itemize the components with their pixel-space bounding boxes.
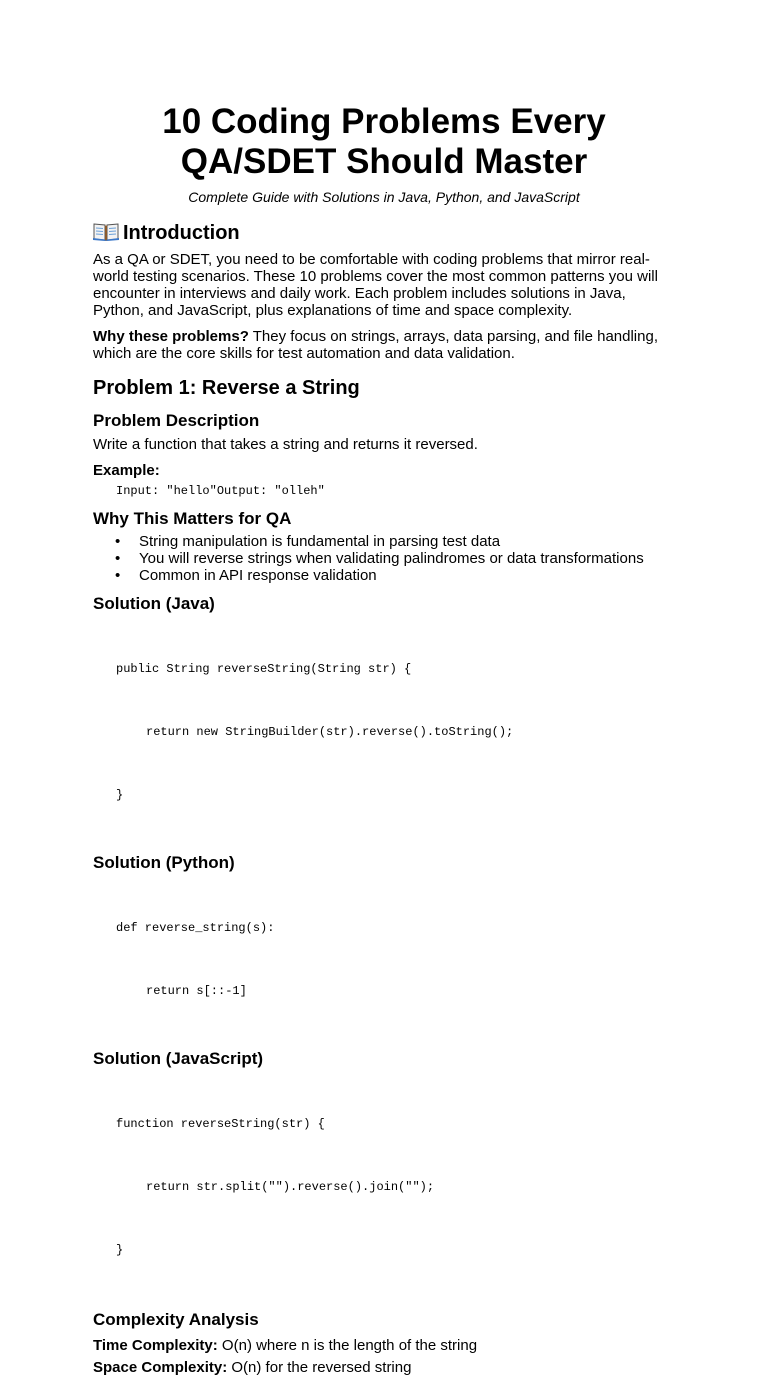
space-complexity — [93, 1357, 675, 1379]
why-these-problems-text: They focus on strings, arrays, data parsing, and file handling, which are the core skills for test automation and data validation. — [93, 328, 658, 362]
introduction-heading-text: Introduction — [123, 222, 240, 244]
problem-description-text: Write a function that takes a string and returns it reversed. — [93, 436, 478, 453]
list-item: • You will reverse strings when validating palindromes or data transformations — [139, 550, 675, 567]
python-code-block — [116, 876, 675, 1044]
space-complexity-label: Space Complexity: — [93, 1359, 228, 1376]
complexity-heading: Complexity Analysis — [93, 1310, 259, 1329]
code-line: } — [116, 1243, 124, 1257]
java-code-block — [116, 617, 675, 848]
why-these-problems-label: Why these problems? — [93, 328, 249, 345]
why-these-problems-paragraph — [93, 328, 675, 362]
why-matters-heading: Why This Matters for QA — [93, 509, 292, 528]
code-line: function reverseString(str) { — [116, 1117, 325, 1131]
document-title — [93, 0, 675, 182]
introduction-paragraph: As a QA or SDET, you need to be comfortable with coding problems that mirror real-world testing scenarios. These 10 problems cover the most common patterns you will encounter in interviews and daily work. Each problem includes solutions in Java, Python, and JavaScript, plus explanations of time and space complexity. — [93, 251, 658, 319]
javascript-solution-heading: Solution (JavaScript) — [93, 1049, 264, 1068]
time-complexity-text: O(n) where n is the length of the string — [217, 1337, 478, 1354]
list-item: • String manipulation is fundamental in parsing test data — [139, 533, 675, 550]
problem-description-heading: Problem Description — [93, 411, 260, 430]
title-line-1: 10 Coding Problems Every — [162, 102, 606, 141]
code-line: return new StringBuilder(str).reverse().toString(); — [146, 725, 514, 739]
problem-1-heading: Problem 1: Reverse a String — [93, 377, 360, 399]
code-line: } — [116, 788, 124, 802]
example-label: Example: — [93, 462, 160, 479]
time-complexity-label: Time Complexity: — [93, 1337, 218, 1354]
document-subtitle: Complete Guide with Solutions in Java, Python, and JavaScript — [188, 189, 580, 205]
code-line: return s[::-1] — [146, 984, 247, 998]
code-line: def reverse_string(s): — [116, 921, 275, 935]
javascript-code-block — [116, 1072, 675, 1303]
python-solution-heading: Solution (Python) — [93, 853, 235, 872]
title-line-2: QA/SDET Should Master — [180, 142, 588, 181]
code-line: public String reverseString(String str) { — [116, 662, 412, 676]
why-matters-list — [93, 533, 675, 584]
example-code: Input: "hello"Output: "olleh" — [116, 484, 325, 498]
code-line: return str.split("").reverse().join(""); — [146, 1180, 435, 1194]
java-solution-heading: Solution (Java) — [93, 594, 215, 613]
introduction-heading — [93, 220, 675, 246]
list-item: • Common in API response validation — [139, 567, 675, 584]
space-complexity-text: O(n) for the reversed string — [227, 1359, 412, 1376]
open-book-icon — [93, 221, 119, 241]
time-complexity — [93, 1335, 675, 1357]
